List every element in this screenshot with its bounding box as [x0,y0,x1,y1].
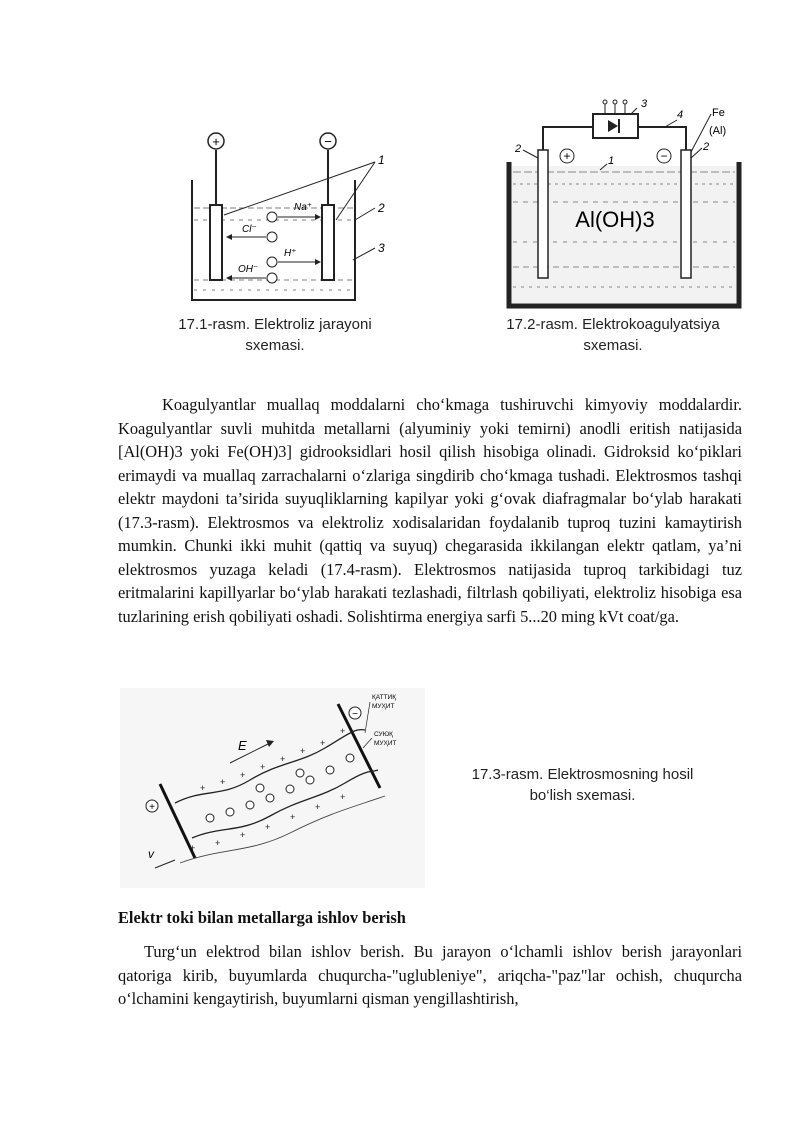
solid-medium-label: ҚАТТИҚ [372,694,397,701]
figure-electrolysis [180,120,410,310]
section-heading: Elektr toki bilan metallarga ishlov berish [118,908,406,927]
al-label: (Al) [709,125,727,137]
caption-line: bo‘lish sxemasi. [529,787,636,804]
svg-text:+: + [240,830,246,840]
liquid-medium-label: СУЮҚ [374,731,393,738]
svg-text:+: + [260,762,266,772]
fe-label: Fe [712,107,725,119]
svg-text:+: + [300,746,306,756]
body-paragraph-1: Koagulyantlar muallaq moddalarni cho‘kmaga tushiruvchi kimyoviy moddalardir. Koagulyantlar suvli muhitda metallarni (alyuminiy yoki temirni) anodli eritish natijasida [Al(OH)3 yoki Fe(OH)3] gidrooksidlari hosil qilish hisobiga olinadi. Gidroksid ko‘piklari erimaydi va muallaq zarrachalarni o‘zlariga singdirib cho‘kmaga tushadi. Elektrosmos tashqi elektr maydoni ta’sirida suyuqliklarning kapilyar yoki g‘ovak diafragmalar bo‘ylab harakati (17.3-rasm). Elektrosmos va elektroliz xodisalaridan foydalanib tuproq tuzini kamaytirish mumkin. Chunki ikki muhit (qattiq va suyuq) chegarasida ikkilangan elektr qatlam, ya’ni elektrosmos yuzaga keladi (17.4-rasm). Elektrosmos natijasida tuproq tarkibidagi tuz eritmalarini kapillyarlar bo‘ylab harakati tezlashadi, filtrlash qobiliyati, elektroliz hisobiga esa tuzlarining erish qobiliyati oshadi. Solishtirma energiya sarfi 5...20 ming kVt coat/ga. [118,395,742,626]
label-1: 1 [608,155,615,167]
label-3: 3 [378,241,385,255]
cl-ion-label: Cl⁻ [242,224,257,235]
svg-text:+: + [340,792,346,802]
svg-text:+: + [215,838,221,848]
caption-line: 17.2-rasm. Elektrokoagulyatsiya [506,316,720,333]
svg-text:+: + [340,726,346,736]
figure-electroosmosis [120,688,425,888]
liquid-medium-label-2: МУҲИТ [374,740,397,747]
velocity-label: v [148,847,154,861]
label-2: 2 [378,201,385,215]
body-paragraph-2: Turg‘un elektrod bilan ishlov berish. Bu jarayon o‘lchamli ishlov berish jarayonlari qatoriga kirib, buyumlarda chuqurcha-"uglubleniye", ariqcha-"paz"lar ochish, chuqurcha o‘lchamini kengaytirish, buyumlarni qisman yengillashtirish, [118,942,742,1008]
svg-text:+: + [320,738,326,748]
figure-caption-17-2 [478,314,748,356]
svg-text:+: + [315,802,321,812]
label-3: 3 [641,98,648,110]
anode-sign: + [212,134,220,149]
figure-electrocoagulation [505,92,755,310]
figure-caption-17-3 [440,764,725,806]
label-4: 4 [677,109,684,121]
svg-text:+: + [200,783,206,793]
caption-line: 17.1-rasm. Elektroliz jarayoni [178,316,372,333]
cathode-sign: − [660,149,668,163]
na-ion-label: Na⁺ [294,202,313,213]
solid-medium-label-2: МУҲИТ [372,703,395,710]
svg-text:+: + [240,770,246,780]
figure-caption-17-1 [140,314,410,356]
svg-text:+: + [190,843,196,853]
caption-line: sxemasi. [245,337,305,354]
h-ion-label: H⁺ [284,248,297,259]
oh-ion-label: OH⁻ [238,264,259,275]
compound-label: Al(OH)3 [575,207,655,232]
e-field-label: E [238,738,247,753]
electrolysis-diagram [180,120,410,310]
svg-text:+: + [280,754,286,764]
caption-line: sxemasi. [583,337,643,354]
plus-sign: + [149,802,155,813]
anode-sign: + [563,149,571,163]
caption-line: 17.3-rasm. Elektrosmosning hosil [471,766,694,783]
electrocoagulation-diagram [505,92,755,310]
svg-text:+: + [290,812,296,822]
label-2-right: 2 [703,141,710,153]
electroosmosis-diagram [120,688,425,888]
svg-text:+: + [220,777,226,787]
svg-text:+: + [265,822,271,832]
minus-sign: − [352,709,358,720]
label-2-left: 2 [515,143,522,155]
cathode-sign: − [324,134,332,149]
label-1: 1 [378,153,385,167]
